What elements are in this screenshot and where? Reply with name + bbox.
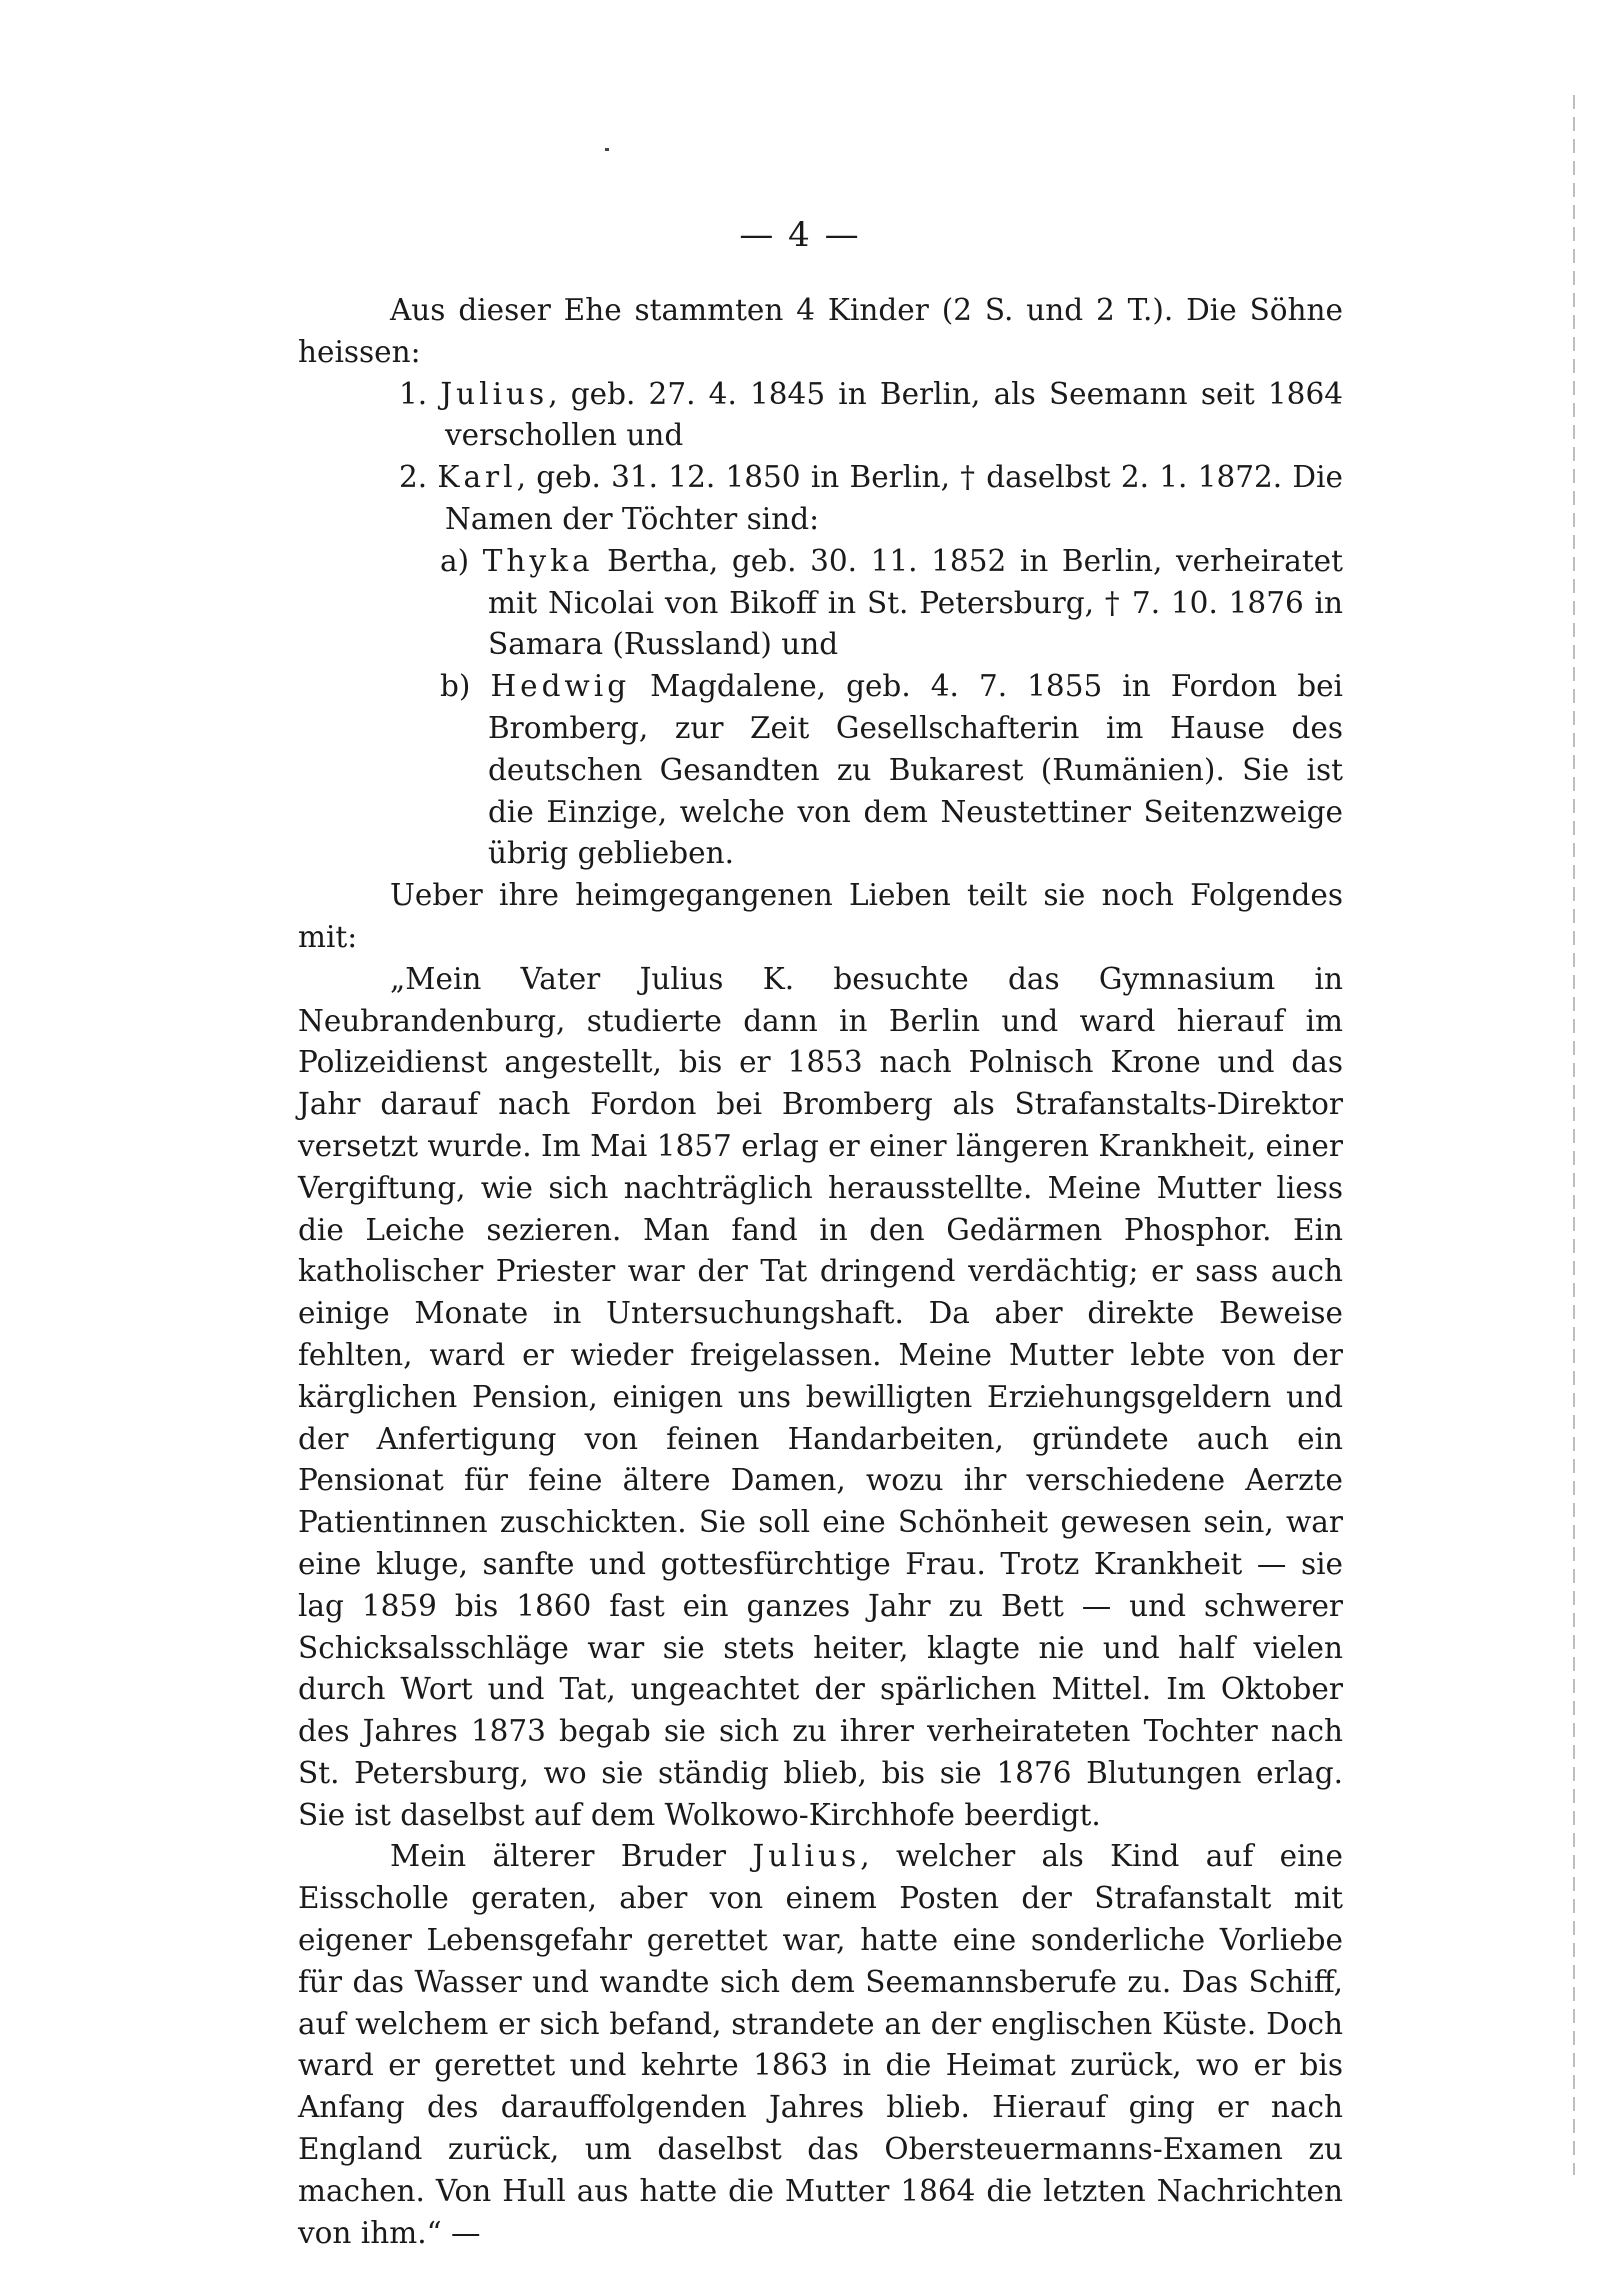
person-name: Julius [752, 1839, 861, 1874]
scan-speck [605, 148, 609, 151]
item-label: b) [440, 669, 491, 704]
page-edge-shadow [1573, 95, 1575, 2175]
person-name: Thyka [482, 543, 594, 578]
list-item-son-1 [298, 374, 1343, 458]
paragraph-3 [298, 1836, 1343, 2254]
paragraph-2: „Mein Vater Julius K. besuchte das Gymnasium in Neubrandenburg, studierte dann in Berlin und ward hierauf im Polizeidienst angestellt, bis er 1853 nach Polnisch Krone und das Jahr darauf nach Fordon bei Bromberg als Strafanstalts-Direktor versetzt wurde. Im Mai 1857 erlag er einer längeren Krankheit, einer Vergiftung, wie sich nachträglich herausstellte. Meine Mutter liess die Leiche sezieren. Man fand in den Gedärmen Phosphor. Ein katholischer Priester war der Tat dringend verdächtig; er sass auch einige Monate in Untersuchungshaft. Da aber direkte Beweise fehlten, ward er wieder freigelassen. Meine Mutter lebte von der kärglichen Pension, einigen uns bewilligten Erziehungsgeldern und der Anfertigung von feinen Handarbeiten, gründete auch ein Pensionat für feine ältere Damen, wozu ihr verschiedene Aerzte Patientinnen zuschickten. Sie soll eine Schönheit gewesen sein, war eine kluge, sanfte und gottesfürchtige Frau. Trotz Krankheit — sie lag 1859 bis 1860 fast ein ganzes Jahr zu Bett — und schwerer Schicksalsschläge war sie stets heiter, klagte nie und half vielen durch Wort und Tat, ungeachtet der spärlichen Mittel. Im Oktober des Jahres 1873 begab sie sich zu ihrer verheirateten Tochter nach St. Petersburg, wo sie ständig blieb, bis sie 1876 Blutungen erlag. Sie ist daselbst auf dem Wolkowo-Kirchhofe beerdigt. [298, 961, 1343, 1832]
paragraph-1: Ueber ihre heimgegangenen Lieben teilt sie noch Folgendes mit: [298, 878, 1343, 954]
person-name: Julius [440, 376, 549, 411]
item-number: 1. [399, 376, 441, 411]
person-name: Karl [437, 460, 517, 495]
list-item-daughter-b [298, 666, 1343, 875]
list-item-son-2 [298, 457, 1343, 541]
page-number: — 4 — [739, 215, 861, 255]
item-text: , geb. 31. 12. 1850 in Berlin, † daselbst 2. 1. 1872. Die Namen der Töchter sind: [445, 460, 1343, 536]
list-item-daughter-a [298, 541, 1343, 666]
paragraph-3-start: Mein älterer Bruder [390, 1839, 753, 1874]
person-name: Hedwig [490, 669, 631, 704]
body-text [298, 290, 1343, 2254]
paragraph-3-rest: , welcher als Kind auf eine Eisscholle geraten, aber von einem Posten der Strafanstalt mit eigener Lebensgefahr gerettet war, hatte eine sonderliche Vorliebe für das Wasser und wandte sich dem Seemannsberufe zu. Das Schiff, auf welchem er sich befand, strandete an der englischen Küste. Doch ward er gerettet und kehrte 1863 in die Heimat zurück, wo er bis Anfang des darauffolgenden Jahres blieb. Hierauf ging er nach England zurück, um daselbst das Obersteuermanns-Examen zu machen. Von Hull aus hatte die Mutter 1864 die letzten Nachrichten von ihm.“ — [298, 1839, 1343, 2250]
item-text: Bertha, geb. 30. 11. 1852 in Berlin, verheiratet mit Nicolai von Bikoff in St. Petersburg, † 7. 10. 1876 in Samara (Russland) und [488, 543, 1343, 662]
intro-paragraph: Aus dieser Ehe stammten 4 Kinder (2 S. und 2 T.). Die Söhne heissen: [298, 293, 1343, 369]
item-text: Magdalene, geb. 4. 7. 1855 in Fordon bei Bromberg, zur Zeit Gesellschafterin im Hause des deutschen Gesandten zu Bukarest (Rumänien). Sie ist die Einzige, welche von dem Neustettiner Seitenzweige übrig geblieben. [488, 669, 1343, 871]
item-text: , geb. 27. 4. 1845 in Berlin, als Seemann seit 1864 verschollen und [445, 376, 1343, 453]
item-label: a) [440, 543, 483, 578]
item-number: 2. [399, 460, 438, 495]
